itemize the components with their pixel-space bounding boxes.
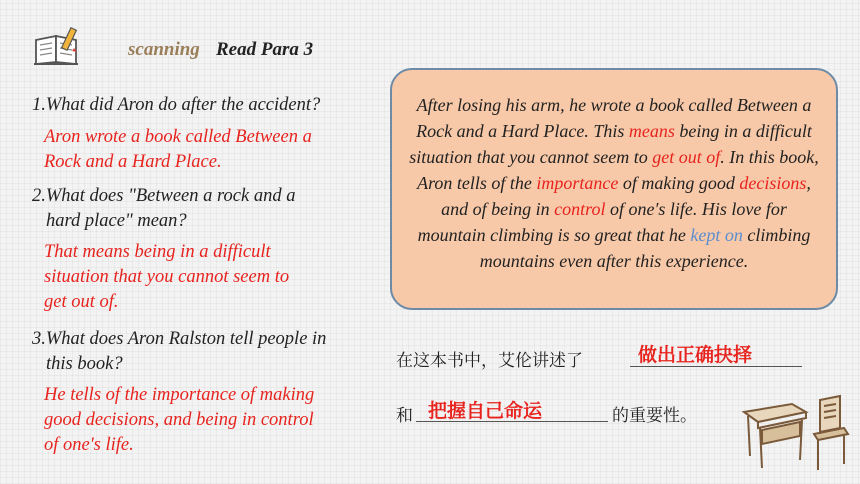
answer-3-line-3: of one's life. [44, 435, 134, 455]
task-title: Read Para 3 [216, 39, 314, 60]
question-3-line-1: 3.What does Aron Ralston tell people in [32, 329, 327, 349]
desk-chair-icon [740, 390, 850, 472]
question-block-1 [32, 93, 377, 175]
passage-text-1: After losing his arm, he wrote a book called Between a Rock and a Hard Place. This [416, 95, 812, 141]
question-block-3 [32, 327, 377, 458]
question-block-2 [32, 184, 377, 315]
blank-1-answer: 做出正确抉择 [638, 344, 753, 366]
answer-1-line-1: Aron wrote a book called Between a [44, 127, 312, 147]
question-1: 1.What did Aron do after the accident? [32, 95, 321, 115]
blank-2-answer: 把握自己命运 [428, 400, 543, 422]
keyword-means: means [628, 121, 675, 141]
keyword-importance: importance [536, 173, 619, 193]
answer-2-line-3: get out of. [44, 292, 119, 312]
answer-2-line-1: That means being in a difficult [44, 242, 271, 262]
answer-2-line-2: situation that you cannot seem to [44, 267, 290, 287]
passage-text-6: of one′s life. His love for mountain climbing is so great that he [417, 199, 787, 245]
passage-box [390, 68, 838, 310]
keyword-decisions: decisions [739, 173, 807, 193]
passage-text-4: of making good [618, 173, 740, 193]
answer-1-line-2: Rock and a Hard Place. [44, 152, 222, 172]
translation-line-2-prefix: 和 [396, 406, 413, 426]
answer-3-line-2: good decisions, and being in control [44, 410, 314, 430]
translation-line-2-suffix: 的重要性。 [612, 406, 697, 426]
keyword-kept-on: kept on [690, 225, 743, 245]
question-2-line-1: 2.What does "Between a rock and a [32, 186, 296, 206]
question-3-line-2: this book? [46, 354, 123, 374]
passage-text-7: climbing mountains even after this experience. [479, 225, 811, 271]
passage-text-3: . In this book, Aron tells of the [417, 147, 819, 193]
keyword-control: control [554, 199, 606, 219]
passage-text-2: being in a difficult situation that you cannot seem to [409, 121, 812, 167]
translation-line-1-prefix: 在这本书中，艾伦讲述了 [396, 351, 583, 371]
section-label: scanning [128, 39, 200, 60]
passage-text-5: , and of being in [441, 173, 811, 219]
keyword-get-out-of: get out of [652, 147, 721, 167]
book-pencil-icon [30, 26, 86, 66]
question-2-line-2: hard place" mean? [46, 211, 187, 231]
answer-3-line-1: He tells of the importance of making [44, 385, 315, 405]
